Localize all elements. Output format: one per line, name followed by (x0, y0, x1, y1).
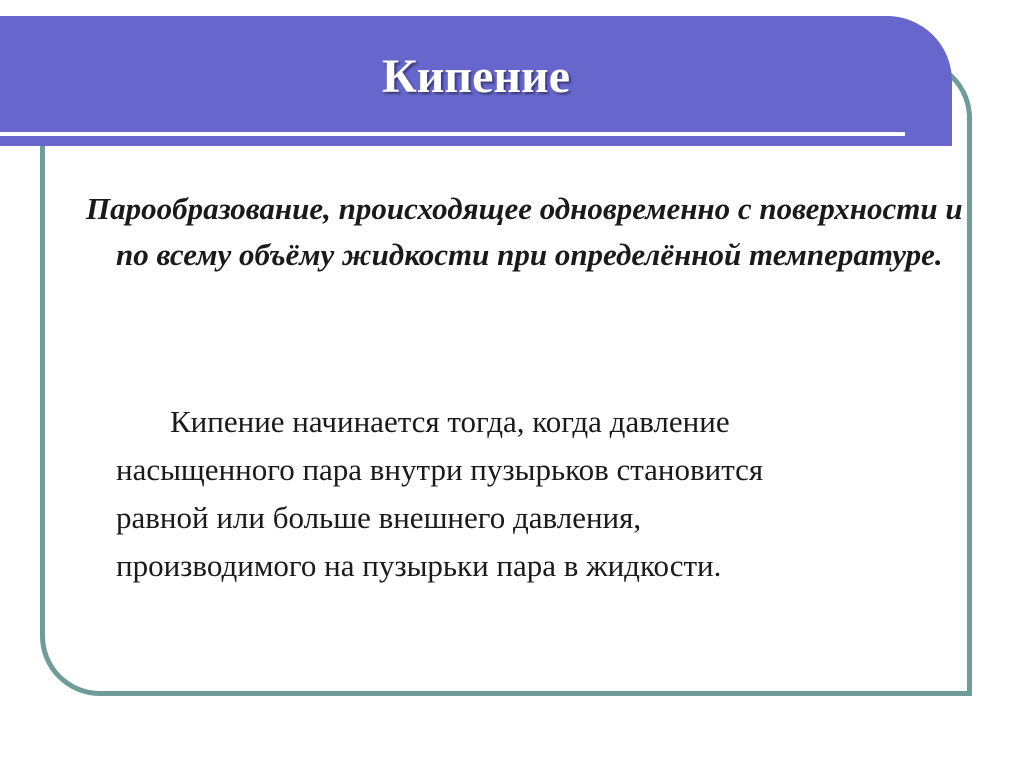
explanation-line: производимого на пузырьки пара в жидкости. (116, 548, 722, 583)
explanation-text (116, 398, 956, 590)
content-frame (40, 58, 972, 696)
title-underline (0, 132, 905, 136)
explanation-line: Кипение начинается тогда, когда давление (170, 404, 730, 439)
explanation-line: равной или больше внешнего давления, (116, 500, 642, 535)
slide-title: Кипение (381, 50, 571, 103)
definition-text: Парообразование, происходящее одновременно с поверхности и по всему объёму жидкости при определённой температуре. (86, 191, 963, 272)
explanation-line: насыщенного пара внутри пузырьков становится (116, 452, 764, 487)
